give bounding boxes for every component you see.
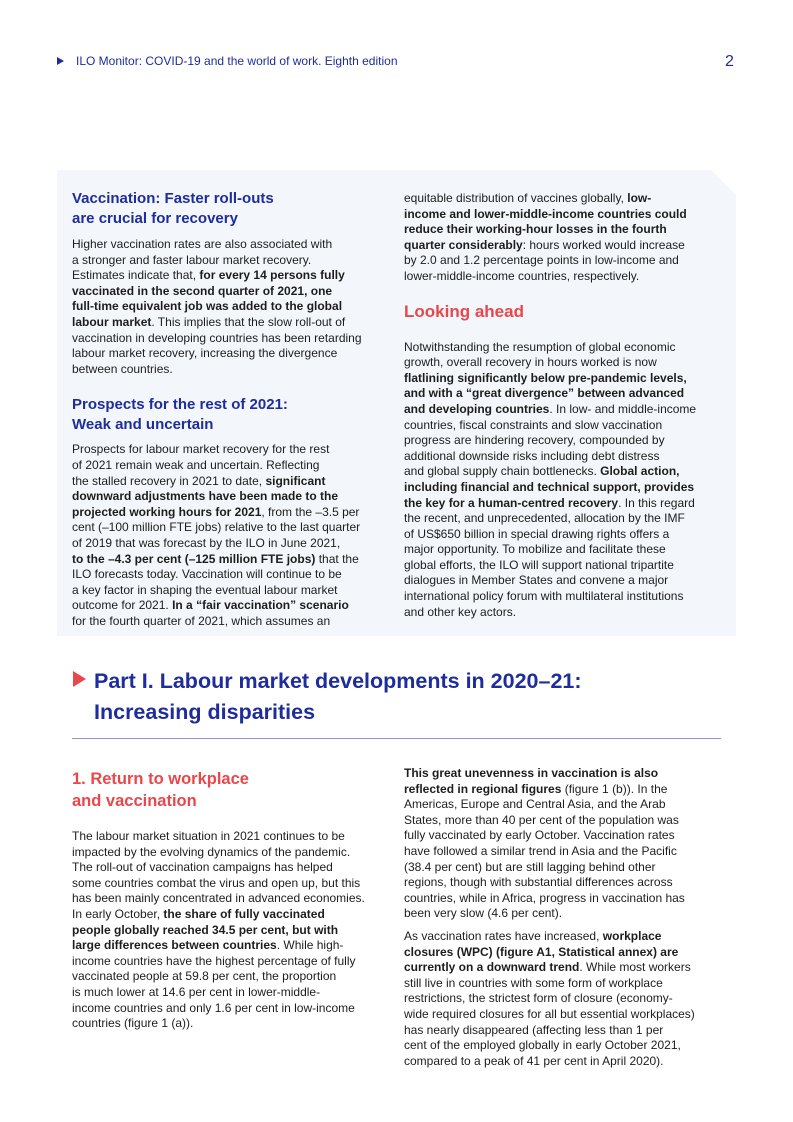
text-run: As vaccination rates have increased,	[404, 928, 603, 943]
text-run: the share of fully vaccinated	[163, 906, 325, 921]
text-run: countries (figure 1 (a)).	[72, 1016, 194, 1031]
text-run: reflected in regional figures	[404, 781, 562, 796]
text-run: of 2021 remain weak and uncertain. Reflecting	[72, 457, 320, 472]
text-run: Prospects for labour market recovery for the rest	[72, 442, 330, 457]
text-run: Estimates indicate that,	[72, 268, 200, 283]
text-run: vaccinated people at 59.8 per cent, the proportion	[72, 969, 337, 984]
text-run: that the	[315, 551, 359, 566]
text-run: the stalled recovery in 2021 to date,	[72, 473, 266, 488]
text-run: full-time equivalent job was added to the global	[72, 299, 343, 314]
regional-figures-paragraph	[404, 766, 722, 922]
text-run: income countries have the highest percentage of fully	[72, 953, 356, 968]
text-run: including financial and technical support, provides	[404, 479, 695, 494]
text-run: equitable distribution of vaccines globally,	[404, 191, 628, 205]
text-run: a key factor in shaping the eventual labour market	[72, 582, 338, 597]
text-run: closures (WPC) (figure A1, Statistical annex) are	[404, 944, 679, 959]
text-run: lower-middle-income countries, respectively.	[404, 268, 640, 283]
text-run: growth, overall recovery in hours worked is now	[404, 355, 657, 370]
text-run: the recent, and unprecedented, allocation by the IMF	[404, 511, 685, 526]
vaccination-heading	[72, 189, 382, 229]
text-run: restrictions, the strictest form of closure (economy-	[404, 991, 673, 1006]
text-run: The labour market situation in 2021 continues to be	[72, 829, 345, 843]
text-run: In a “fair vaccination” scenario	[172, 598, 349, 613]
text-run: . While high-	[276, 938, 344, 953]
text-run: ILO forecasts today. Vaccination will continue to be	[72, 567, 342, 582]
part-arrow-icon	[73, 671, 86, 687]
text-run: outcome for 2021.	[72, 598, 173, 613]
text-run: compared to a peak of 41 per cent in April 2020).	[404, 1053, 664, 1068]
text-run: vaccination in developing countries has been retarding	[72, 330, 362, 345]
text-run: (figure 1 (b)). In the	[561, 781, 668, 796]
box-right-column	[404, 191, 722, 620]
text-run: reduce their working-hour losses in the fourth	[404, 222, 667, 237]
text-run: and global supply chain bottlenecks.	[404, 464, 601, 479]
text-run: projected working hours for 2021	[72, 504, 262, 519]
text-run: . While most workers	[579, 960, 691, 975]
text-run: by 2.0 and 1.2 percentage points in low-income and	[404, 253, 679, 268]
text-run: has nearly disappeared (affecting less than 1 per	[404, 1022, 664, 1037]
text-run: some countries combat the virus and open up, but this	[72, 875, 361, 890]
text-run: of 2019 that was forecast by the ILO in June 2021,	[72, 535, 341, 550]
text-run: for the fourth quarter of 2021, which assumes an	[72, 613, 331, 628]
text-run: for every 14 persons fully	[199, 268, 345, 283]
text-run: major opportunity. To mobilize and facilitate these	[404, 542, 666, 557]
text-run: between countries.	[72, 361, 173, 376]
text-run: countries, while in Africa, progress in vaccination has	[404, 890, 685, 905]
prospects-heading-line2: Weak and uncertain	[72, 416, 214, 434]
text-run: States, more than 40 per cent of the population was	[404, 812, 679, 827]
prospects-heading-line1: Prospects for the rest of 2021:	[72, 396, 288, 414]
looking-ahead-heading: Looking ahead	[404, 301, 524, 321]
text-run: cent of the employed globally in early October 2021,	[404, 1038, 681, 1053]
section1-right-column	[404, 766, 722, 1069]
text-run: people globally reached 34.5 per cent, but with	[72, 922, 339, 937]
text-run: countries, fiscal constraints and slow vaccination	[404, 417, 663, 432]
text-run: Americas, Europe and Central Asia, and the Arab	[404, 797, 666, 812]
section1-left-column	[72, 768, 387, 1032]
section1-heading-line2: and vaccination	[72, 792, 197, 810]
part-title-line1: Part I. Labour market developments in 2020–21:	[94, 669, 582, 693]
text-run: have followed a similar trend in Asia and the Pacific	[404, 843, 677, 858]
workplace-closures-paragraph	[404, 929, 722, 1069]
text-run: wide required closures for all but essential workplaces)	[404, 1006, 695, 1021]
text-run: currently on a downward trend	[404, 960, 580, 975]
text-run: is much lower at 14.6 per cent in lower-middle-	[72, 984, 321, 999]
text-run: the key for a human-centred recovery	[404, 495, 619, 510]
header-title: ILO Monitor: COVID-19 and the world of work. Eighth edition	[76, 54, 398, 68]
vaccination-heading-line1: Vaccination: Faster roll-outs	[72, 190, 274, 207]
text-run: still live in countries with some form of workplace	[404, 975, 663, 990]
part-title	[94, 666, 582, 728]
text-run: labour market	[72, 314, 152, 329]
text-run: . In this regard	[618, 495, 695, 510]
text-run: and developing countries	[404, 401, 550, 416]
text-run: quarter considerably	[404, 237, 523, 252]
prospects-heading	[72, 395, 382, 435]
section-divider	[72, 738, 721, 739]
text-run: , from the –3.5 per	[261, 504, 360, 519]
text-run: income and lower-middle-income countries could	[404, 206, 687, 221]
header-arrow-icon	[57, 57, 64, 65]
vaccination-paragraph	[72, 237, 382, 377]
text-run: low-	[627, 191, 652, 205]
text-run: regions, though with substantial differences across	[404, 875, 673, 890]
text-run: workplace	[602, 928, 662, 943]
page-number: 2	[725, 53, 734, 70]
text-run: international policy forum with multilateral institutions	[404, 589, 684, 604]
text-run: dialogues in Member States and convene a major	[404, 573, 669, 588]
text-run: This great unevenness in vaccination is also	[404, 766, 659, 780]
text-run: cent (–100 million FTE jobs) relative to the last quarter	[72, 520, 361, 535]
text-run: . This implies that the slow roll-out of	[151, 314, 346, 329]
text-run: been very slow (4.6 per cent).	[404, 906, 563, 921]
text-run: progress are hindering recovery, compounded by	[404, 433, 665, 448]
looking-ahead-paragraph	[404, 340, 722, 621]
section1-heading-line1: 1. Return to workplace	[72, 770, 249, 788]
text-run: and with a “great divergence” between advanced	[404, 386, 685, 401]
text-run: Global action,	[600, 464, 680, 479]
fair-vaccination-continuation	[404, 191, 722, 285]
prospects-paragraph	[72, 442, 382, 629]
section1-heading	[72, 768, 387, 812]
text-run: Notwithstanding the resumption of global economic	[404, 339, 676, 354]
text-run: a stronger and faster labour market recovery.	[72, 252, 312, 267]
text-run: to the –4.3 per cent (–125 million FTE jobs)	[72, 551, 316, 566]
text-run: In early October,	[72, 906, 164, 921]
text-run: flatlining significantly below pre-pandemic levels,	[404, 370, 687, 385]
vaccination-heading-line2: are crucial for recovery	[72, 210, 238, 227]
text-run: labour market recovery, increasing the divergence	[72, 346, 338, 361]
text-run: vaccinated in the second quarter of 2021, one	[72, 283, 333, 298]
text-run: downward adjustments have been made to the	[72, 489, 339, 504]
text-run: (38.4 per cent) but are still lagging behind other	[404, 859, 656, 874]
text-run: large differences between countries	[72, 938, 277, 953]
text-run: . In low- and middle-income	[549, 401, 697, 416]
text-run: : hours worked would increase	[522, 237, 685, 252]
text-run: The roll-out of vaccination campaigns has helped	[72, 860, 333, 875]
text-run: of US$650 billion in special drawing rights offers a	[404, 526, 670, 541]
part-title-line2: Increasing disparities	[94, 700, 316, 724]
text-run: global efforts, the ILO will support national tripartite	[404, 557, 674, 572]
text-run: fully vaccinated by early October. Vaccination rates	[404, 828, 675, 843]
text-run: impacted by the evolving dynamics of the pandemic.	[72, 844, 351, 859]
text-run: and other key actors.	[404, 604, 517, 619]
section1-paragraph	[72, 829, 387, 1032]
box-left-column	[72, 189, 382, 629]
text-run: significant	[265, 473, 326, 488]
text-run: Higher vaccination rates are also associated with	[72, 237, 333, 251]
text-run: has been mainly concentrated in advanced economies.	[72, 891, 365, 906]
text-run: income countries and only 1.6 per cent in low-income	[72, 1000, 355, 1015]
text-run: additional downside risks including debt distress	[404, 448, 660, 463]
